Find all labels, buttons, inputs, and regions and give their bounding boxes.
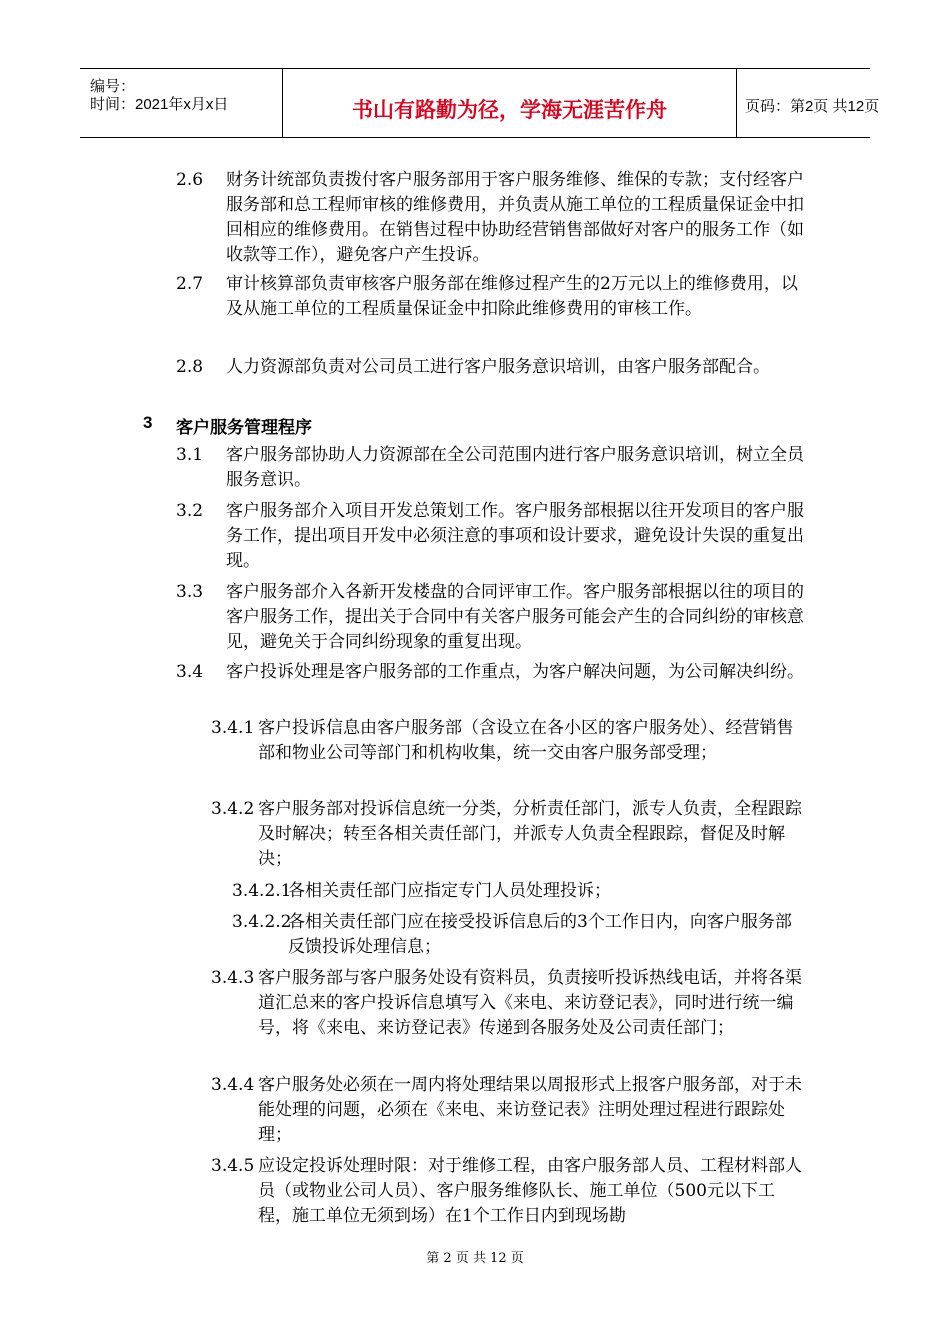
item-number: 3.4.2.1 [232,881,292,901]
item-number: 3.4.3 [211,968,255,988]
item-text: 审计核算部负责审核客户服务部在维修过程产生的2万元以上的维修费用，以及从施工单位的工程质量保证金中扣除此维修费用的审核工作。 [226,274,798,319]
item-number: 3.4 [176,662,204,682]
doc-date: 时间：2021年x月x日 [90,96,229,113]
item-number: 3.4.1 [211,718,255,738]
item-text: 应设定投诉处理时限：对于维修工程，由客户服务部人员、工程材料部人员（或物业公司人员）、客户服务维修队长、施工单位（500元以下工程，施工单位无须到场）在1个工作日内到现场勘 [258,1156,802,1226]
item-number: 3.1 [176,445,204,465]
section-title: 客户服务管理程序 [176,418,312,438]
item-number: 3.2 [176,501,204,521]
item-text: 客户服务处必须在一周内将处理结果以周报形式上报客户服务部，对于未能处理的问题，必须在《来电、来访登记表》注明处理过程进行跟踪处理； [258,1075,802,1145]
item-text: 客户投诉处理是客户服务部的工作重点，为客户解决问题，为公司解决纠纷。 [226,662,804,682]
item-number: 3.4.2 [211,799,255,819]
item-text: 客户服务部与客户服务处设有资料员，负责接听投诉热线电话，并将各渠道汇总来的客户投诉信息填写入《来电、来访登记表》，同时进行统一编号，将《来电、来访登记表》传递到各服务处及公司责任部门； [258,968,802,1038]
item-number: 3.4.2.2 [232,912,292,932]
page-footer: 第 2 页 共 12 页 [426,1251,524,1266]
item-number: 2.8 [176,357,204,377]
motto: 书山有路勤为径，学海无涯苦作舟 [352,98,667,122]
item-text: 客户服务部介入项目开发总策划工作。客户服务部根据以往开发项目的客户服务工作，提出项目开发中必须注意的事项和设计要求，避免设计失误的重复出现。 [226,501,804,571]
page-header [80,68,880,138]
item-text: 各相关责任部门应在接受投诉信息后的3个工作日内，向客户服务部反馈投诉处理信息； [288,912,792,957]
item-number: 3.4.4 [211,1075,255,1095]
item-number: 2.6 [176,170,204,190]
section-number: 3 [143,413,153,432]
header-page-cell [737,69,880,137]
item-text: 客户服务部协助人力资源部在全公司范围内进行客户服务意识培训，树立全员服务意识。 [226,445,804,490]
item-text: 客户投诉信息由客户服务部（含设立在各小区的客户服务处）、经营销售部和物业公司等部门和机构收集，统一交由客户服务部受理； [258,718,794,763]
item-number: 2.7 [176,274,204,294]
header-motto-cell [283,69,736,137]
page-info: 页码：第2页 共12页 [745,98,880,115]
item-text: 客户服务部介入各新开发楼盘的合同评审工作。客户服务部根据以往的项目的客户服务工作，提出关于合同中有关客户服务可能会产生的合同纠纷的审核意见，避免关于合同纠纷现象的重复出现。 [226,582,804,652]
header-meta [80,69,282,137]
item-text: 财务计统部负责拨付客户服务部用于客户服务维修、维保的专款；支付经客户服务部和总工程师审核的维修费用，并负责从施工单位的工程质量保证金中扣回相应的维修费用。在销售过程中协助经营销售部做好对客户的服务工作（如收款等工作），避免客户产生投诉。 [226,170,804,265]
doc-number-label: 编号： [90,78,136,95]
item-text: 人力资源部负责对公司员工进行客户服务意识培训，由客户服务部配合。 [226,357,770,377]
item-text: 各相关责任部门应指定专门人员处理投诉； [288,881,611,901]
item-number: 3.4.5 [211,1156,255,1176]
item-number: 3.3 [176,582,204,602]
item-text: 客户服务部对投诉信息统一分类，分析责任部门，派专人负责，全程跟踪及时解决；转至各相关责任部门，并派专人负责全程跟踪，督促及时解决； [258,799,802,869]
